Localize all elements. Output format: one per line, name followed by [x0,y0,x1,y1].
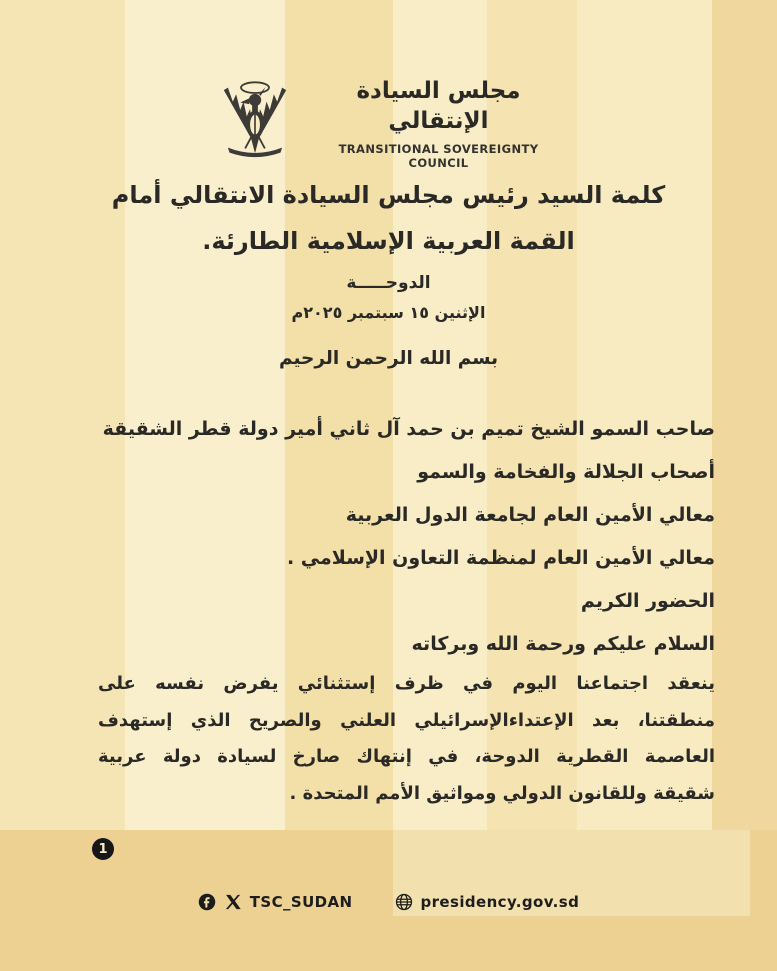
facebook-icon [198,893,216,911]
website-url: presidency.gov.sd [420,893,580,911]
speech-title [40,172,737,264]
globe-icon [395,893,413,911]
x-icon [224,893,242,911]
paragraph-line: ينعقد اجتماعنا اليوم في ظرف إستثنائي يفرض نفسه على [98,673,715,694]
paragraph-line: العاصمة القطرية الدوحة، في إنتهاك صارخ لسيادة دولة عربية [98,746,715,767]
speech-paragraph [98,666,715,812]
social-handle: TSC_SUDAN [249,893,353,911]
salutation-line: السلام عليكم ورحمة الله وبركاته [411,633,715,655]
dateline [0,270,777,326]
date-line: الإثنين ١٥ سبتمبر ٢٠٢٥م [291,303,486,322]
paragraph-line: منطقتنا، بعد الإعتداءالإسرائيلي العلني والصريح الذي إستهدف [98,709,715,731]
city-line: الدوحـــــة [346,273,431,293]
page-number: 1 [98,841,108,857]
org-name-arabic: مجلس السيادة الإنتقالي [356,78,521,134]
salutations-block [60,414,715,672]
sudan-coat-of-arms-logo [213,77,297,169]
salutation-line: أصحاب الجلالة والفخامة والسمو [417,461,715,483]
salutation-line: معالي الأمين العام لمنظمة التعاون الإسلامي . [286,547,715,569]
title-line-2: القمة العربية الإسلامية الطارئة. [202,227,575,255]
org-name-block [313,76,565,170]
org-header [0,76,777,170]
salutation-line: معالي الأمين العام لجامعة الدول العربية [345,504,715,526]
salutation-line: الحضور الكريم [580,590,715,612]
title-line-1: كلمة السيد رئيس مجلس السيادة الانتقالي أمام [111,181,666,209]
org-name-english: TRANSITIONAL SOVEREIGNTY COUNCIL [338,142,539,170]
document-footer [0,893,777,911]
footer-spacer [361,902,387,903]
paragraph-line: شقيقة وللقانون الدولي ومواثيق الأمم المتحدة . [289,782,715,804]
page-number-badge [92,838,114,860]
basmala: بسم الله الرحمن الرحيم [278,348,499,369]
salutation-line: صاحب السمو الشيخ تميم بن حمد آل ثاني أمير دولة قطر الشقيقة [102,418,715,440]
